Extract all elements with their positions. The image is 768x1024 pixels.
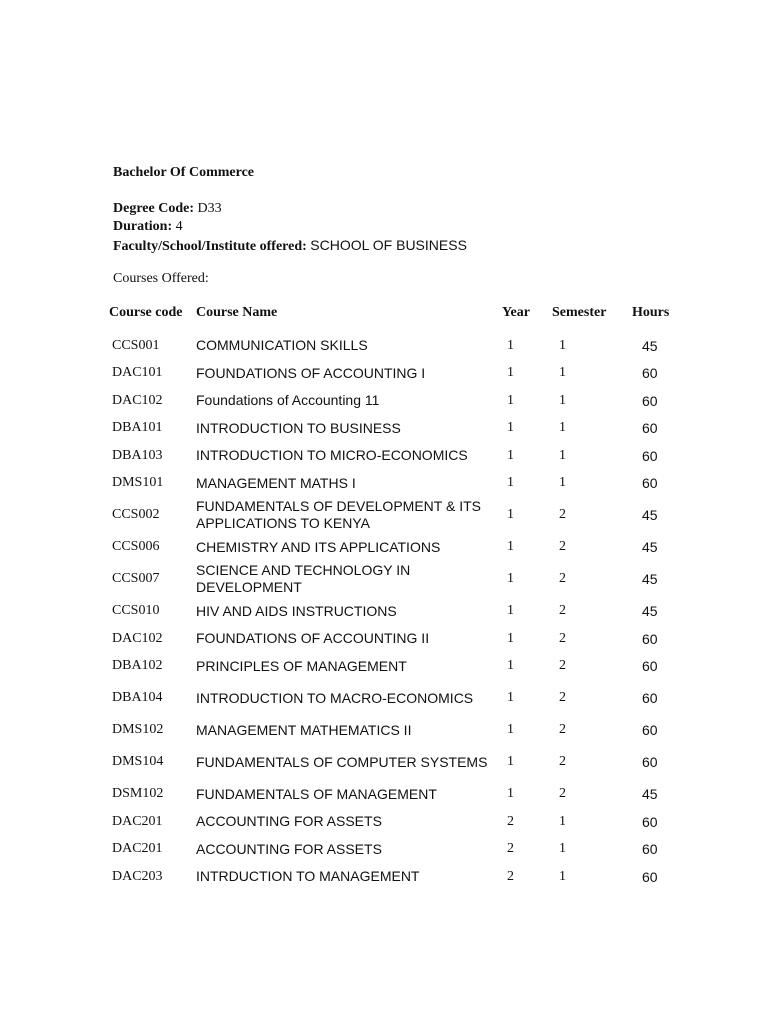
- course-semester: 1: [559, 420, 566, 436]
- course-year: 1: [507, 786, 514, 802]
- table-row: [105, 360, 702, 388]
- degree-code-value: D33: [197, 201, 222, 216]
- course-semester: 1: [559, 813, 566, 829]
- course-semester: 2: [559, 603, 566, 619]
- header-course-name: Course Name: [196, 304, 278, 320]
- course-name: FOUNDATIONS OF ACCOUNTING I: [196, 364, 426, 381]
- table-row: [105, 836, 702, 864]
- table-row: [105, 863, 702, 891]
- course-hours: 45: [642, 539, 658, 556]
- table-row: [105, 781, 702, 809]
- course-semester: 2: [559, 571, 566, 587]
- table-row: [105, 598, 702, 626]
- faculty-line: [113, 237, 467, 255]
- course-semester: 2: [559, 754, 566, 770]
- course-hours: 45: [642, 603, 658, 620]
- header-year: Year: [502, 304, 530, 320]
- course-name: FUNDAMENTALS OF DEVELOPMENT & ITS APPLICATIONS TO KENYA: [196, 498, 481, 532]
- table-row: [105, 497, 702, 534]
- course-code: DMS101: [112, 475, 164, 491]
- table-row: [105, 653, 702, 681]
- course-hours: 45: [642, 571, 658, 588]
- table-row: [105, 680, 702, 717]
- table-row: [105, 561, 702, 598]
- course-year: 1: [507, 754, 514, 770]
- course-year: 1: [507, 337, 514, 353]
- table-row: [105, 470, 702, 498]
- course-year: 1: [507, 539, 514, 555]
- course-name: INTRODUCTION TO MACRO-ECONOMICS: [196, 689, 474, 706]
- course-name: FUNDAMENTALS OF MANAGEMENT: [196, 785, 437, 802]
- course-year: 1: [507, 420, 514, 436]
- course-hours: 60: [642, 841, 658, 858]
- course-hours: 45: [642, 786, 658, 803]
- course-code: DAC102: [112, 630, 163, 646]
- course-code: CCS006: [112, 539, 160, 555]
- course-code: DBA101: [112, 420, 163, 436]
- course-name: HIV AND AIDS INSTRUCTIONS: [196, 602, 397, 619]
- faculty-value: SCHOOL OF BUSINESS: [310, 237, 467, 253]
- course-code: DMS102: [112, 722, 164, 738]
- course-year: 1: [507, 630, 514, 646]
- course-year: 1: [507, 475, 514, 491]
- course-semester: 1: [559, 841, 566, 857]
- course-year: 2: [507, 868, 514, 884]
- course-code: DBA103: [112, 447, 163, 463]
- course-year: 1: [507, 603, 514, 619]
- course-name: FUNDAMENTALS OF COMPUTER SYSTEMS: [196, 753, 488, 770]
- header-hours: Hours: [632, 304, 670, 320]
- course-code: CCS007: [112, 571, 160, 587]
- course-hours: 45: [642, 507, 658, 524]
- course-name: INTRODUCTION TO BUSINESS: [196, 419, 401, 436]
- course-hours: 60: [642, 630, 658, 647]
- course-semester: 1: [559, 475, 566, 491]
- courses-table-body: [105, 332, 702, 891]
- course-hours: 60: [642, 447, 658, 464]
- course-semester: 2: [559, 658, 566, 674]
- page-title: Bachelor Of Commerce: [113, 165, 254, 180]
- course-code: DMS104: [112, 754, 164, 770]
- degree-code-label: Degree Code:: [113, 201, 194, 216]
- degree-code-line: [113, 201, 222, 217]
- course-name: PRINCIPLES OF MANAGEMENT: [196, 657, 407, 674]
- course-code: DBA104: [112, 690, 163, 706]
- course-semester: 2: [559, 539, 566, 555]
- course-code: CCS002: [112, 507, 160, 523]
- course-hours: 60: [642, 392, 658, 409]
- course-hours: 60: [642, 475, 658, 492]
- course-hours: 60: [642, 658, 658, 675]
- course-name: ACCOUNTING FOR ASSETS: [196, 840, 382, 857]
- course-year: 1: [507, 722, 514, 738]
- course-year: 1: [507, 507, 514, 523]
- course-semester: 2: [559, 786, 566, 802]
- table-header-row: [105, 292, 702, 332]
- course-year: 1: [507, 392, 514, 408]
- courses-table: [105, 292, 702, 891]
- course-year: 1: [507, 447, 514, 463]
- table-row: [105, 534, 702, 562]
- course-year: 1: [507, 658, 514, 674]
- table-row: [105, 332, 702, 360]
- course-code: DAC101: [112, 365, 163, 381]
- course-name: INTRDUCTION TO MANAGEMENT: [196, 868, 420, 885]
- course-name: COMMUNICATION SKILLS: [196, 337, 368, 354]
- course-code: DAC201: [112, 841, 163, 857]
- course-semester: 2: [559, 630, 566, 646]
- course-semester: 2: [559, 690, 566, 706]
- course-semester: 1: [559, 868, 566, 884]
- table-row: [105, 442, 702, 470]
- course-semester: 1: [559, 337, 566, 353]
- course-name: CHEMISTRY AND ITS APPLICATIONS: [196, 538, 441, 555]
- courses-offered-label: Courses Offered:: [113, 271, 209, 286]
- table-row: [105, 744, 702, 781]
- course-hours: 60: [642, 722, 658, 739]
- faculty-label: Faculty/School/Institute offered:: [113, 239, 307, 254]
- course-name: MANAGEMENT MATHS I: [196, 474, 356, 491]
- course-hours: 60: [642, 690, 658, 707]
- duration-value: 4: [175, 219, 183, 234]
- table-row: [105, 808, 702, 836]
- table-row: [105, 387, 702, 415]
- course-code: DAC201: [112, 813, 163, 829]
- header-course-code: Course code: [109, 304, 183, 320]
- course-hours: 60: [642, 813, 658, 830]
- course-code: DAC203: [112, 868, 163, 884]
- course-semester: 1: [559, 365, 566, 381]
- course-name: ACCOUNTING FOR ASSETS: [196, 813, 382, 830]
- course-semester: 1: [559, 447, 566, 463]
- course-code: CCS001: [112, 337, 160, 353]
- course-name: FOUNDATIONS OF ACCOUNTING II: [196, 630, 430, 647]
- course-semester: 2: [559, 722, 566, 738]
- course-code: CCS010: [112, 603, 160, 619]
- course-name: SCIENCE AND TECHNOLOGY IN DEVELOPMENT: [196, 562, 411, 596]
- course-year: 2: [507, 841, 514, 857]
- course-code: DBA102: [112, 658, 163, 674]
- table-row: [105, 717, 702, 745]
- course-code: DSM102: [112, 786, 164, 802]
- header-semester: Semester: [552, 304, 607, 320]
- course-year: 1: [507, 571, 514, 587]
- course-hours: 60: [642, 754, 658, 771]
- course-year: 1: [507, 690, 514, 706]
- course-hours: 60: [642, 365, 658, 382]
- course-name: MANAGEMENT MATHEMATICS II: [196, 721, 412, 738]
- course-hours: 45: [642, 337, 658, 354]
- course-year: 1: [507, 365, 514, 381]
- course-year: 2: [507, 813, 514, 829]
- table-row: [105, 415, 702, 443]
- duration-label: Duration:: [113, 219, 173, 234]
- course-semester: 1: [559, 392, 566, 408]
- table-row: [105, 625, 702, 653]
- course-semester: 2: [559, 507, 566, 523]
- course-hours: 60: [642, 420, 658, 437]
- course-name: INTRODUCTION TO MICRO-ECONOMICS: [196, 447, 468, 464]
- course-hours: 60: [642, 868, 658, 885]
- course-name: Foundations of Accounting 11: [196, 392, 380, 409]
- duration-line: [113, 219, 183, 235]
- course-code: DAC102: [112, 392, 163, 408]
